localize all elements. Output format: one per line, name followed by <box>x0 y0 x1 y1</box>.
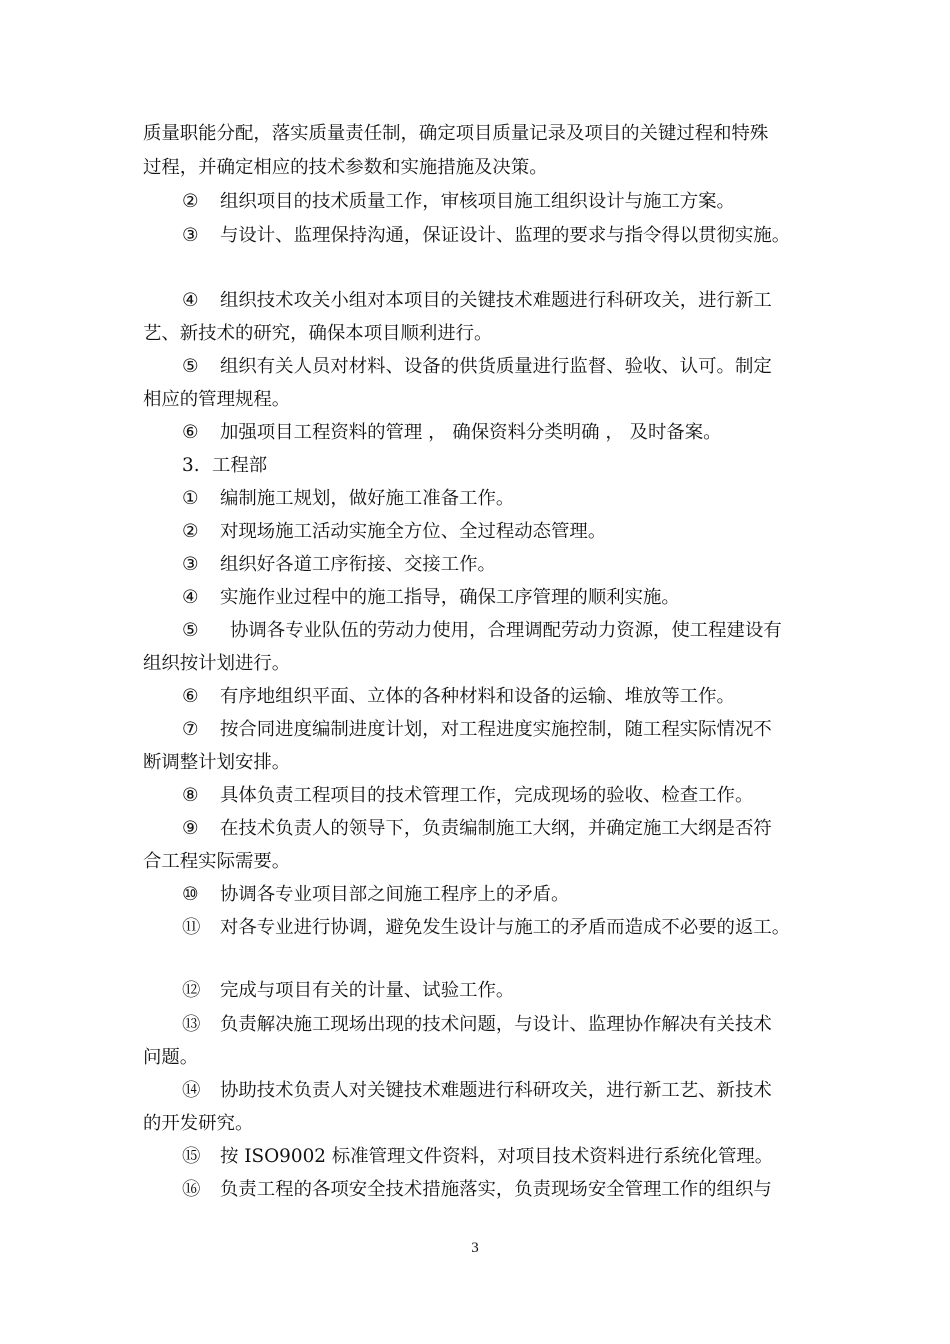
list-item <box>182 879 822 911</box>
text-line <box>143 1042 823 1074</box>
text-line <box>143 384 823 416</box>
section-title: 工程部 <box>212 455 268 476</box>
item-text: 按 ISO9002 标准管理文件资料，对项目技术资料进行系统化管理。 <box>220 1146 774 1167</box>
item-text: 对各专业进行协调，避免发生设计与施工的矛盾而造成不必要的返工。 <box>220 917 791 938</box>
text-line <box>143 648 823 680</box>
list-item <box>182 1174 822 1206</box>
item-number: ① <box>182 488 199 509</box>
item-number: ⑦ <box>182 719 199 740</box>
list-item <box>182 615 822 647</box>
line-text: 组织按计划进行。 <box>143 653 291 674</box>
item-text: 具体负责工程项目的技术管理工作，完成现场的验收、检查工作。 <box>220 785 754 806</box>
item-text: 负责解决施工现场出现的技术问题，与设计、监理协作解决有关技术 <box>220 1014 772 1035</box>
section-heading <box>182 450 822 482</box>
item-number: ④ <box>182 587 199 608</box>
item-number: ⑬ <box>182 1014 201 1035</box>
line-text: 质量职能分配，落实质量责任制，确定项目质量记录及项目的关键过程和特殊 <box>143 123 769 144</box>
text-line <box>143 846 823 878</box>
item-text: 组织技术攻关小组对本项目的关键技术难题进行科研攻关，进行新工 <box>220 290 772 311</box>
line-text: 的开发研究。 <box>143 1113 254 1134</box>
item-text: 组织有关人员对材料、设备的供货质量进行监督、验收、认可。制定 <box>220 356 772 377</box>
item-text: 协助技术负责人对关键技术难题进行科研攻关，进行新工艺、新技术 <box>220 1080 772 1101</box>
list-item <box>182 483 822 515</box>
list-item <box>182 681 822 713</box>
list-item <box>182 351 822 383</box>
list-item <box>182 975 822 1007</box>
list-item <box>182 285 822 317</box>
list-item <box>182 220 822 252</box>
item-text: 协调各专业队伍的劳动力使用，合理调配劳动力资源，使工程建设有 <box>230 620 782 641</box>
item-text: 实施作业过程中的施工指导，确保工序管理的顺利实施。 <box>220 587 680 608</box>
item-text: 组织好各道工序衔接、交接工作。 <box>220 554 496 575</box>
line-text: 相应的管理规程。 <box>143 389 291 410</box>
item-number: ⑥ <box>182 686 199 707</box>
line-text: 问题。 <box>143 1047 199 1068</box>
item-number: ⑫ <box>182 980 201 1001</box>
list-item <box>182 582 822 614</box>
item-number: ⑭ <box>182 1080 201 1101</box>
item-number: ③ <box>182 554 199 575</box>
item-text: 协调各专业项目部之间施工程序上的矛盾。 <box>220 884 570 905</box>
line-text: 断调整计划安排。 <box>143 752 291 773</box>
list-item <box>182 780 822 812</box>
item-number: ⑯ <box>182 1179 201 1200</box>
item-number: ⑪ <box>182 917 201 938</box>
text-line <box>143 1108 823 1140</box>
item-text: 在技术负责人的领导下，负责编制施工大纲，并确定施工大纲是否符 <box>220 818 772 839</box>
item-text: 对现场施工活动实施全方位、全过程动态管理。 <box>220 521 607 542</box>
list-item <box>182 1141 822 1173</box>
item-number: ⑤ <box>182 356 199 377</box>
line-text: 合工程实际需要。 <box>143 851 291 872</box>
item-text: 完成与项目有关的计量、试验工作。 <box>220 980 515 1001</box>
text-line <box>143 747 823 779</box>
item-text: 按合同进度编制进度计划，对工程进度实施控制，随工程实际情况不 <box>220 719 772 740</box>
text-line <box>143 118 823 150</box>
item-text: 负责工程的各项安全技术措施落实，负责现场安全管理工作的组织与 <box>220 1179 772 1200</box>
item-text: 有序地组织平面、立体的各种材料和设备的运输、堆放等工作。 <box>220 686 735 707</box>
text-line <box>143 318 823 350</box>
list-item <box>182 186 822 218</box>
item-text: 组织项目的技术质量工作，审核项目施工组织设计与施工方案。 <box>220 191 735 212</box>
item-text: 加强项目工程资料的管理 ， 确保资料分类明确 ， 及时备案。 <box>220 422 722 443</box>
text-line <box>143 152 823 184</box>
item-text: 与设计、监理保持沟通，保证设计、监理的要求与指令得以贯彻实施。 <box>220 225 791 246</box>
list-item <box>182 516 822 548</box>
item-number: ⑤ <box>182 620 199 641</box>
item-number: ④ <box>182 290 199 311</box>
item-number: ③ <box>182 225 199 246</box>
item-number: ⑥ <box>182 422 199 443</box>
item-number: ② <box>182 191 199 212</box>
list-item <box>182 714 822 746</box>
section-number: 3. <box>182 455 200 476</box>
item-number: ⑧ <box>182 785 199 806</box>
item-number: ⑨ <box>182 818 199 839</box>
item-number: ② <box>182 521 199 542</box>
line-text: 艺、新技术的研究，确保本项目顺利进行。 <box>143 323 493 344</box>
list-item <box>182 549 822 581</box>
page-number: 3 <box>471 1240 479 1256</box>
item-number: ⑩ <box>182 884 199 905</box>
list-item <box>182 417 822 449</box>
list-item <box>182 813 822 845</box>
list-item <box>182 1009 822 1041</box>
list-item <box>182 1075 822 1107</box>
item-number: ⑮ <box>182 1146 201 1167</box>
item-text: 编制施工规划，做好施工准备工作。 <box>220 488 515 509</box>
list-item <box>182 912 822 944</box>
line-text: 过程，并确定相应的技术参数和实施措施及决策。 <box>143 157 548 178</box>
